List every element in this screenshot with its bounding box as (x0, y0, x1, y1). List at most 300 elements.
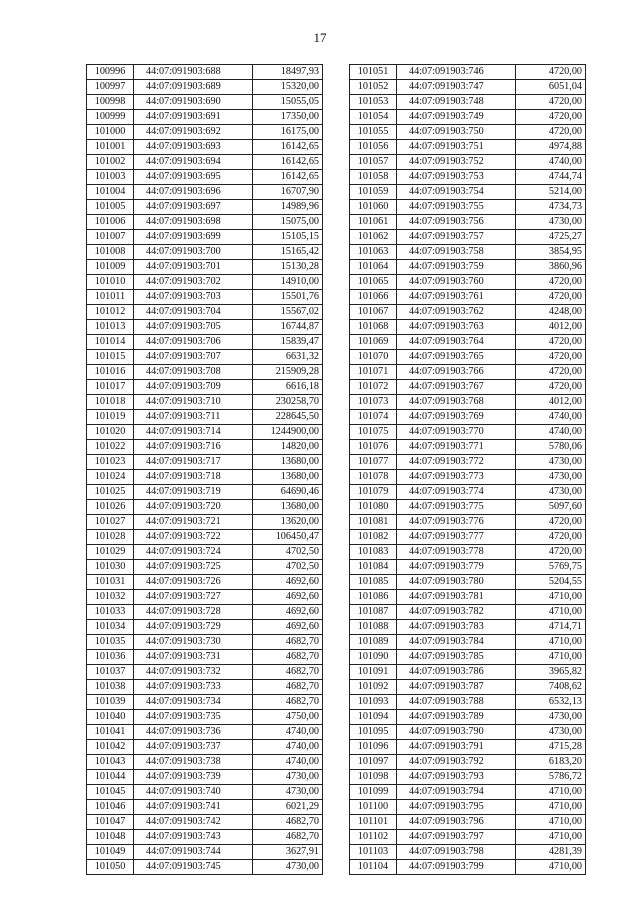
cadastral-number-cell: 44:07:091903:797 (397, 830, 516, 845)
cadastral-number-cell: 44:07:091903:763 (397, 320, 516, 335)
table-row (87, 530, 323, 545)
record-number-cell: 101079 (350, 485, 397, 500)
record-number-cell: 101057 (350, 155, 397, 170)
value-cell: 4682,70 (253, 665, 323, 680)
value-cell: 64690,46 (253, 485, 323, 500)
record-number-cell: 101064 (350, 260, 397, 275)
value-cell: 4740,00 (253, 740, 323, 755)
cadastral-number-cell: 44:07:091903:798 (397, 845, 516, 860)
value-cell: 4682,70 (253, 680, 323, 695)
value-cell: 4720,00 (516, 95, 586, 110)
value-cell: 4720,00 (516, 290, 586, 305)
record-number-cell: 101017 (87, 380, 134, 395)
table-row (350, 710, 586, 725)
value-cell: 4720,00 (516, 545, 586, 560)
table-row (350, 785, 586, 800)
record-number-cell: 101005 (87, 200, 134, 215)
cadastral-number-cell: 44:07:091903:726 (134, 575, 253, 590)
table-row (350, 170, 586, 185)
record-number-cell: 101022 (87, 440, 134, 455)
value-cell: 17350,00 (253, 110, 323, 125)
table-row (87, 200, 323, 215)
table-row (87, 860, 323, 875)
value-cell: 5204,55 (516, 575, 586, 590)
cadastral-number-cell: 44:07:091903:744 (134, 845, 253, 860)
record-number-cell: 101056 (350, 140, 397, 155)
cadastral-number-cell: 44:07:091903:781 (397, 590, 516, 605)
table-row (350, 515, 586, 530)
table-row (350, 245, 586, 260)
table-row (350, 95, 586, 110)
cadastral-number-cell: 44:07:091903:709 (134, 380, 253, 395)
record-number-cell: 101039 (87, 695, 134, 710)
table-row (87, 170, 323, 185)
table-row (350, 605, 586, 620)
cadastral-number-cell: 44:07:091903:780 (397, 575, 516, 590)
value-cell: 6051,04 (516, 80, 586, 95)
value-cell: 5769,75 (516, 560, 586, 575)
record-number-cell: 101095 (350, 725, 397, 740)
table-row (87, 215, 323, 230)
cadastral-number-cell: 44:07:091903:754 (397, 185, 516, 200)
record-number-cell: 101042 (87, 740, 134, 755)
value-cell: 4710,00 (516, 605, 586, 620)
record-number-cell: 101031 (87, 575, 134, 590)
cadastral-number-cell: 44:07:091903:778 (397, 545, 516, 560)
table-row (350, 665, 586, 680)
record-number-cell: 101032 (87, 590, 134, 605)
table-row (350, 620, 586, 635)
record-number-cell: 101019 (87, 410, 134, 425)
value-cell: 4720,00 (516, 125, 586, 140)
record-number-cell: 101000 (87, 125, 134, 140)
value-cell: 3854,95 (516, 245, 586, 260)
table-row (87, 230, 323, 245)
value-cell: 228645,50 (253, 410, 323, 425)
value-cell: 4720,00 (516, 515, 586, 530)
table-row (87, 185, 323, 200)
record-number-cell: 101047 (87, 815, 134, 830)
record-number-cell: 101007 (87, 230, 134, 245)
record-number-cell: 101092 (350, 680, 397, 695)
record-number-cell: 101062 (350, 230, 397, 245)
table-row (350, 635, 586, 650)
value-cell: 4720,00 (516, 335, 586, 350)
table-row (350, 155, 586, 170)
cadastral-number-cell: 44:07:091903:697 (134, 200, 253, 215)
table-row (350, 590, 586, 605)
cadastral-number-cell: 44:07:091903:768 (397, 395, 516, 410)
record-number-cell: 101051 (350, 65, 397, 80)
cadastral-number-cell: 44:07:091903:764 (397, 335, 516, 350)
value-cell: 18497,93 (253, 65, 323, 80)
record-number-cell: 101061 (350, 215, 397, 230)
cadastral-number-cell: 44:07:091903:739 (134, 770, 253, 785)
table-row (350, 485, 586, 500)
cadastral-number-cell: 44:07:091903:777 (397, 530, 516, 545)
table-row (87, 620, 323, 635)
cadastral-number-cell: 44:07:091903:758 (397, 245, 516, 260)
value-cell: 4750,00 (253, 710, 323, 725)
value-cell: 4682,70 (253, 635, 323, 650)
cadastral-number-cell: 44:07:091903:786 (397, 665, 516, 680)
value-cell: 15105,15 (253, 230, 323, 245)
table-row (87, 155, 323, 170)
record-number-cell: 101014 (87, 335, 134, 350)
value-cell: 16142,65 (253, 140, 323, 155)
table-row (87, 95, 323, 110)
value-cell: 15839,47 (253, 335, 323, 350)
cadastral-number-cell: 44:07:091903:792 (397, 755, 516, 770)
value-cell: 4730,00 (516, 470, 586, 485)
table-row (87, 455, 323, 470)
table-row (350, 695, 586, 710)
cadastral-number-cell: 44:07:091903:693 (134, 140, 253, 155)
record-number-cell: 101055 (350, 125, 397, 140)
value-cell: 4720,00 (516, 65, 586, 80)
value-cell: 4730,00 (516, 710, 586, 725)
record-number-cell: 101084 (350, 560, 397, 575)
value-cell: 4730,00 (516, 485, 586, 500)
value-cell: 4710,00 (516, 815, 586, 830)
table-row (87, 260, 323, 275)
value-cell: 4974,88 (516, 140, 586, 155)
value-cell: 4710,00 (516, 590, 586, 605)
table-row (87, 845, 323, 860)
record-number-cell: 101009 (87, 260, 134, 275)
table-row (87, 470, 323, 485)
table-row (87, 440, 323, 455)
record-number-cell: 101016 (87, 365, 134, 380)
record-number-cell: 101030 (87, 560, 134, 575)
table-row (350, 335, 586, 350)
cadastral-number-cell: 44:07:091903:748 (397, 95, 516, 110)
value-cell: 4692,60 (253, 620, 323, 635)
value-cell: 4740,00 (516, 410, 586, 425)
table-row (87, 500, 323, 515)
record-number-cell: 101081 (350, 515, 397, 530)
value-cell: 4692,60 (253, 575, 323, 590)
table-row (350, 305, 586, 320)
cadastral-number-cell: 44:07:091903:772 (397, 455, 516, 470)
table-row (350, 350, 586, 365)
cadastral-number-cell: 44:07:091903:762 (397, 305, 516, 320)
table-row (350, 425, 586, 440)
value-cell: 4740,00 (516, 155, 586, 170)
table-row (87, 395, 323, 410)
table-row (87, 335, 323, 350)
value-cell: 4012,00 (516, 395, 586, 410)
table-row (350, 395, 586, 410)
value-cell: 3860,96 (516, 260, 586, 275)
value-cell: 15501,76 (253, 290, 323, 305)
table-row (87, 695, 323, 710)
value-cell: 15075,00 (253, 215, 323, 230)
record-number-cell: 101050 (87, 860, 134, 875)
cadastral-number-cell: 44:07:091903:730 (134, 635, 253, 650)
table-row (350, 545, 586, 560)
value-cell: 4710,00 (516, 635, 586, 650)
value-cell: 5097,60 (516, 500, 586, 515)
table-row (350, 230, 586, 245)
value-cell: 13620,00 (253, 515, 323, 530)
record-number-cell: 100999 (87, 110, 134, 125)
value-cell: 4720,00 (516, 530, 586, 545)
record-number-cell: 101043 (87, 755, 134, 770)
value-cell: 5214,00 (516, 185, 586, 200)
table-row (87, 650, 323, 665)
cadastral-number-cell: 44:07:091903:774 (397, 485, 516, 500)
cadastral-number-cell: 44:07:091903:706 (134, 335, 253, 350)
cadastral-number-cell: 44:07:091903:738 (134, 755, 253, 770)
table-row (350, 320, 586, 335)
table-row (87, 65, 323, 80)
cadastral-number-cell: 44:07:091903:746 (397, 65, 516, 80)
table-row (87, 800, 323, 815)
record-number-cell: 101070 (350, 350, 397, 365)
record-number-cell: 101077 (350, 455, 397, 470)
cadastral-number-cell: 44:07:091903:767 (397, 380, 516, 395)
record-number-cell: 101046 (87, 800, 134, 815)
table-row (87, 605, 323, 620)
record-number-cell: 101101 (350, 815, 397, 830)
record-number-cell: 101086 (350, 590, 397, 605)
cadastral-number-cell: 44:07:091903:692 (134, 125, 253, 140)
cadastral-number-cell: 44:07:091903:742 (134, 815, 253, 830)
cadastral-number-cell: 44:07:091903:731 (134, 650, 253, 665)
record-number-cell: 101015 (87, 350, 134, 365)
table-row (350, 770, 586, 785)
record-number-cell: 101060 (350, 200, 397, 215)
record-number-cell: 101018 (87, 395, 134, 410)
table-row (87, 425, 323, 440)
table-row (350, 860, 586, 875)
record-number-cell: 101091 (350, 665, 397, 680)
value-cell: 4702,50 (253, 545, 323, 560)
record-number-cell: 101033 (87, 605, 134, 620)
table-row (350, 800, 586, 815)
value-cell: 6631,32 (253, 350, 323, 365)
table-row (350, 650, 586, 665)
table-row (87, 740, 323, 755)
table-row (350, 725, 586, 740)
table-row (87, 815, 323, 830)
value-cell: 4720,00 (516, 380, 586, 395)
record-number-cell: 101103 (350, 845, 397, 860)
table-row (350, 440, 586, 455)
table-row (87, 125, 323, 140)
record-number-cell: 101059 (350, 185, 397, 200)
table-row (87, 290, 323, 305)
table-row (350, 275, 586, 290)
value-cell: 4730,00 (516, 215, 586, 230)
cadastral-number-cell: 44:07:091903:775 (397, 500, 516, 515)
cadastral-number-cell: 44:07:091903:771 (397, 440, 516, 455)
table-row (350, 260, 586, 275)
value-cell: 4730,00 (516, 725, 586, 740)
record-number-cell: 101038 (87, 680, 134, 695)
record-number-cell: 101037 (87, 665, 134, 680)
table-row (87, 830, 323, 845)
record-number-cell: 101104 (350, 860, 397, 875)
table-row (350, 560, 586, 575)
cadastral-number-cell: 44:07:091903:753 (397, 170, 516, 185)
table-row (87, 515, 323, 530)
cadastral-number-cell: 44:07:091903:776 (397, 515, 516, 530)
value-cell: 16142,65 (253, 170, 323, 185)
table-row (87, 245, 323, 260)
record-number-cell: 101094 (350, 710, 397, 725)
value-cell: 4710,00 (516, 830, 586, 845)
table-row (87, 770, 323, 785)
value-cell: 14820,00 (253, 440, 323, 455)
cadastral-number-cell: 44:07:091903:760 (397, 275, 516, 290)
record-number-cell: 100998 (87, 95, 134, 110)
table-row (87, 305, 323, 320)
cadastral-number-cell: 44:07:091903:719 (134, 485, 253, 500)
value-cell: 6021,29 (253, 800, 323, 815)
table-row (87, 350, 323, 365)
cadastral-number-cell: 44:07:091903:732 (134, 665, 253, 680)
cadastral-number-cell: 44:07:091903:765 (397, 350, 516, 365)
record-number-cell: 101024 (87, 470, 134, 485)
record-number-cell: 101028 (87, 530, 134, 545)
table-row (350, 200, 586, 215)
record-number-cell: 101058 (350, 170, 397, 185)
cadastral-number-cell: 44:07:091903:717 (134, 455, 253, 470)
cadastral-number-cell: 44:07:091903:718 (134, 470, 253, 485)
cadastral-number-cell: 44:07:091903:724 (134, 545, 253, 560)
cadastral-number-cell: 44:07:091903:789 (397, 710, 516, 725)
cadastral-number-cell: 44:07:091903:710 (134, 395, 253, 410)
record-number-cell: 101087 (350, 605, 397, 620)
value-cell: 4692,60 (253, 605, 323, 620)
record-number-cell: 101002 (87, 155, 134, 170)
table-row (87, 590, 323, 605)
value-cell: 4740,00 (516, 425, 586, 440)
cadastral-number-cell: 44:07:091903:702 (134, 275, 253, 290)
value-cell: 13680,00 (253, 470, 323, 485)
cadastral-number-cell: 44:07:091903:773 (397, 470, 516, 485)
cadastral-number-cell: 44:07:091903:728 (134, 605, 253, 620)
cadastral-number-cell: 44:07:091903:725 (134, 560, 253, 575)
cadastral-number-cell: 44:07:091903:770 (397, 425, 516, 440)
value-cell: 4730,00 (253, 770, 323, 785)
table-row (87, 275, 323, 290)
table-row (87, 560, 323, 575)
cadastral-number-cell: 44:07:091903:750 (397, 125, 516, 140)
cadastral-number-cell: 44:07:091903:734 (134, 695, 253, 710)
record-number-cell: 101025 (87, 485, 134, 500)
table-row (350, 755, 586, 770)
cadastral-number-cell: 44:07:091903:695 (134, 170, 253, 185)
value-cell: 4702,50 (253, 560, 323, 575)
table-row (87, 365, 323, 380)
record-number-cell: 101029 (87, 545, 134, 560)
cadastral-number-cell: 44:07:091903:721 (134, 515, 253, 530)
value-cell: 5780,06 (516, 440, 586, 455)
value-cell: 5786,72 (516, 770, 586, 785)
cadastral-number-cell: 44:07:091903:757 (397, 230, 516, 245)
cadastral-number-cell: 44:07:091903:795 (397, 800, 516, 815)
record-number-cell: 101013 (87, 320, 134, 335)
value-cell: 4734,73 (516, 200, 586, 215)
value-cell: 4730,00 (253, 860, 323, 875)
table-row (87, 410, 323, 425)
value-cell: 13680,00 (253, 500, 323, 515)
table-row (350, 530, 586, 545)
record-number-cell: 101003 (87, 170, 134, 185)
record-number-cell: 101100 (350, 800, 397, 815)
record-number-cell: 101082 (350, 530, 397, 545)
value-cell: 15130,28 (253, 260, 323, 275)
record-number-cell: 101090 (350, 650, 397, 665)
value-cell: 4720,00 (516, 110, 586, 125)
cadastral-number-cell: 44:07:091903:793 (397, 770, 516, 785)
record-number-cell: 101027 (87, 515, 134, 530)
cadastral-number-cell: 44:07:091903:759 (397, 260, 516, 275)
cadastral-number-cell: 44:07:091903:735 (134, 710, 253, 725)
table-row (87, 710, 323, 725)
cadastral-number-cell: 44:07:091903:737 (134, 740, 253, 755)
cadastral-number-cell: 44:07:091903:755 (397, 200, 516, 215)
table-row (87, 380, 323, 395)
cadastral-number-cell: 44:07:091903:752 (397, 155, 516, 170)
table-row (350, 830, 586, 845)
cadastral-number-cell: 44:07:091903:790 (397, 725, 516, 740)
record-number-cell: 101066 (350, 290, 397, 305)
record-number-cell: 101067 (350, 305, 397, 320)
cadastral-number-cell: 44:07:091903:708 (134, 365, 253, 380)
record-number-cell: 100996 (87, 65, 134, 80)
cadastral-number-cell: 44:07:091903:698 (134, 215, 253, 230)
value-cell: 4740,00 (253, 755, 323, 770)
record-number-cell: 101076 (350, 440, 397, 455)
cadastral-number-cell: 44:07:091903:761 (397, 290, 516, 305)
record-number-cell: 101089 (350, 635, 397, 650)
cadastral-number-cell: 44:07:091903:705 (134, 320, 253, 335)
record-number-cell: 101049 (87, 845, 134, 860)
table-row (350, 125, 586, 140)
value-cell: 4740,00 (253, 725, 323, 740)
record-number-cell: 101053 (350, 95, 397, 110)
right-table (349, 64, 586, 875)
value-cell: 15055,05 (253, 95, 323, 110)
record-number-cell: 101044 (87, 770, 134, 785)
table-row (350, 680, 586, 695)
table-row (350, 380, 586, 395)
record-number-cell: 101097 (350, 755, 397, 770)
cadastral-number-cell: 44:07:091903:782 (397, 605, 516, 620)
record-number-cell: 101078 (350, 470, 397, 485)
value-cell: 6532,13 (516, 695, 586, 710)
table-row (87, 485, 323, 500)
value-cell: 4682,70 (253, 815, 323, 830)
cadastral-number-cell: 44:07:091903:741 (134, 800, 253, 815)
record-number-cell: 101001 (87, 140, 134, 155)
value-cell: 3965,82 (516, 665, 586, 680)
table-row (87, 110, 323, 125)
table-row (87, 785, 323, 800)
table-row (350, 470, 586, 485)
value-cell: 7408,62 (516, 680, 586, 695)
value-cell: 4714,71 (516, 620, 586, 635)
table-row (87, 725, 323, 740)
cadastral-number-cell: 44:07:091903:699 (134, 230, 253, 245)
cadastral-number-cell: 44:07:091903:796 (397, 815, 516, 830)
record-number-cell: 101035 (87, 635, 134, 650)
value-cell: 6183,20 (516, 755, 586, 770)
